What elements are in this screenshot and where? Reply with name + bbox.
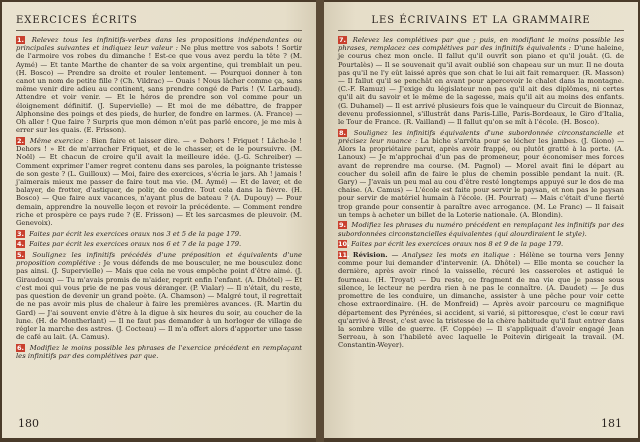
exercise-3 xyxy=(16,230,302,238)
exercise-text: Ne plus mettre vos sabots ! Sortir de l'armoire vos robes du dimanche ! Est-ce que vous avez perdu la tête ? (M. Aymé) — Et tante Marthe de chanter de sa voix argentine, qui tremblait un peu. (H. Bosco) — Prendre sa droite et rouler lentement. — Pourquoi donner à ton canot un nom de petite fille ? (Ch. Vildrac) — Ouais ! Nous lâcher comme ça, sans même venir dire adieu au continent, sans prendre congé de Paris ! (V. Larbaud). Attendre et voir venir. — Et le héros de prendre son vol comme pour un éloignement définitif. (J. Supervielle) — Et moi de me débattre, de frapper Alphonsine des poings et des pieds, de hurler, de fondre en larmes. (A. France) — Oh aller ! Que faire ? Surpris que mon démon n'eût pas parlé encore, je me mis à errer sur les quais. (E. Frisson). xyxy=(16,44,302,135)
exercise-1 xyxy=(16,36,302,134)
exercise-2 xyxy=(16,137,302,227)
right-page-body xyxy=(338,36,624,352)
exercise-10 xyxy=(338,240,624,248)
exercise-number: 9. xyxy=(339,221,346,230)
exercise-number: 4. xyxy=(17,240,24,249)
exercise-instruction: Relevez les complétives par que ; puis, en modifiant le moins possible les phrases, remplacez ces complétives par des infinitifs équivalents : xyxy=(338,36,624,53)
left-page-body xyxy=(16,36,302,363)
exercise-6 xyxy=(16,344,302,360)
exercise-11 xyxy=(338,251,624,349)
exercise-number: 8. xyxy=(339,128,346,137)
right-page xyxy=(324,2,638,438)
exercise-number: 11. xyxy=(338,251,350,260)
book-gutter xyxy=(316,0,324,442)
exercise-instruction: Soulignez les infinitifs équivalents d'une subordonnée circonstancielle et précisez leur nuance : xyxy=(338,128,624,145)
right-running-header xyxy=(338,14,624,31)
exercise-9 xyxy=(338,221,624,237)
page-number: 180 xyxy=(18,417,39,430)
exercise-instruction: Relevez tous les infinitifs-verbes dans les propositions indépendantes ou principales suivantes et indiquez leur valeur : xyxy=(16,36,302,53)
exercise-text: Je vous défends de me bousculer, ne me bousculez donc pas ainsi. (J. Supervielle) — Mais que cela ne vous empêche point d'être aimé. (J. Giraudoux) — Tu m'avais promis de m'aider, reprit enfin l'enfant. (A. Dhôtel) — Et c'est moi qui vous prie de ne pas vous déranger. (P. Vialar) — Il n'était, du reste, pas question de devenir un grand poète. (A. Chamson) — Malgré tout, il regrettait de ne pas avoir mis plus de chaleur à faire les premières avances. (R. Martin du Gard) — J'ai souvent envie d'être à la digue à six heures du soir, au coucher de la lune. (H. de Montherlant) — Il ne faut pas demander à un horloger de village de régler la marche des astres. (J. Cocteau) — Il m'a offert alors d'apporter une tasse de café au lait. (A. Camus). xyxy=(16,259,302,342)
exercise-text: D'une haleine, je courus chez mon oncle. Il fallut qu'il ouvrît son piano et qu'il jouât. (G. de Pourtalès) — Il se souvenait qu'il avait oublié son chapeau sur un mur. Il ne douta pas qu'il ne l'y eût laissé après que son chat le lui ait fait remarquer. (R. Masson) — Il fallut qu'il se penchât en avant pour apercevoir le chalet dans la montagne. (C.-F. Ramuz) — J'exige du législateur non pas qu'il ait des diplômes, ni certes qu'il ait du savoir et le même de la sagesse, mais qu'il ait au moins des enfants. (G. Duhamel) — Il est arrivé plusieurs fois que le vainqueur du Circuit de Bionnaz, devenu professionnel, s'illustrât dans Paris-Lille, Paris-Bordeaux, le Giro d'Italia, le Tour de France. (R. Vailland) — Il fallut qu'on se mît à l'école. (H. Bosco). xyxy=(338,44,624,127)
exercise-number: 7. xyxy=(339,36,346,44)
exercise-5 xyxy=(16,251,302,341)
left-header-title: EXERCICES ÉCRITS xyxy=(16,15,138,26)
exercise-number: 6. xyxy=(17,343,24,352)
exercise-number: 5. xyxy=(17,251,24,260)
right-header-title: LES ÉCRIVAINS ET LA GRAMMAIRE xyxy=(371,15,591,26)
exercise-instruction: Soulignez les infinitifs précédés d'une préposition et équivalents d'une proposition complétive : xyxy=(16,251,302,268)
exercise-text: La biche s'arrêta pour se lécher les jambes. (J. Giono) — Alors la propriétaire parut, après avoir frappé, ou plutôt gratté à la porte. (A. Lanoux) — Je m'approchai d'un pas de promeneur, pour économiser mes forces avant de reprendre ma course. (M. Pagnol) — Morel avait fini le départ au coucher du soleil afin de faire le plus de chemin possible pendant la nuit. (R. Gary) — J'avais un peu mal au cou d'être resté longtemps appuyé sur le dos de ma chaise. (A. Camus) — L'école est faite pour servir le paysan, et non pas le paysan pour servir de matériel humain à l'école. (H. Pourrat) — Mais c'était d'une fierté trop grande pour consentir à paraître avec arrogance. (M. Le Franc) — Il faisait un temps à acheter un billet de la Loterie nationale. (A. Blondin). xyxy=(338,136,624,219)
exercise-7 xyxy=(338,36,624,126)
exercise-8 xyxy=(338,129,624,219)
exercise-instruction: Modifiez les phrases du numéro précédent en remplaçant les infinitifs par des subordonnées circonstancielles équivalentes (qui alourdiraient le style). xyxy=(338,221,624,238)
exercise-instruction: Même exercice : xyxy=(29,136,89,145)
exercise-instruction: Faites par écrit les exercices oraux nos 8 et 9 de la page 179. xyxy=(351,240,564,249)
exercise-number: 3. xyxy=(17,229,24,238)
exercise-number: 1. xyxy=(17,36,24,44)
exercise-4 xyxy=(16,240,302,248)
left-running-header xyxy=(16,14,302,31)
exercise-text: Bien faire et laisser dire. — « Dehors ! Friquet ! Lâche-le ! Dehors ! » Et de m'arracher Friquet, et de le chasser, et de le poursuivre. (M. Noël) — Et chacun de croire qu'il avait la meilleure idée. (J.-G. Schreiber) — Comment exprimer l'amer regret contenu dans ses paroles, la poignante tristesse de son geste ? (L. Guilloux) — Moi, faire des exercices, s'écria le jars. Ah ! jamais ! j'aimerais mieux me passer de faire tout ma vie. (M. Aymé) — Et de laver, et de balayer, de frotter, d'astiquer, de polir, de coudre. Tout cela dans la fièvre. (H. Bosco) — Que faire aux vacances, n'ayant plus de bateau ? (A. Dupouy) — Pour demain, apprendre la nouvelle leçon et revoir la précédente. — Comment rendre riche et prospère ce pays rude ? (E. Frisson) — Et les sarcasmes de pleuvoir. (M. Genevoix). xyxy=(16,136,302,227)
exercise-instruction: Faites par écrit les exercices oraux nos 3 et 5 de la page 179. xyxy=(29,229,242,238)
page-number: 181 xyxy=(601,417,622,430)
exercise-label: Révision. xyxy=(352,251,388,260)
exercise-instruction: Modifiez le moins possible les phrases de l'exercice précédent en remplaçant les infinitifs par des complétives par que. xyxy=(16,343,302,361)
exercise-text: Hélène se tourna vers Jenny comme pour lui demander d'intervenir. (A. Dhôtel) — Elle monta se coucher la dernière, après avoir rincé la vaisselle, récuré les casseroles et astiqué le fourneau. (H. Troyat) — Du reste, ce fragment de ma vie que je passe sous silence, le lecteur ne perdra rien à ne pas le connaître. (A. Daudet) — Je dus promettre de les conduire, un dimanche, assister à une pêche pour voir cette chose extraordinaire. (H. de Monfreid) — Après avoir parcouru ce magnifique département des Pyrénées, si accident, si varié, si pittoresque, c'est le cœur ravi qu'arrivé à Brest, c'est avec la tristesse de la chère habitude qu'il faut entrer dans la sombre ville de guerre. (F. Coppée) — Il s'appliquait d'avoir engagé Jean Serreau, à son l'habileté avec laquelle le Poitevin dirigeait la travail. (M. Constantin-Weyer). xyxy=(338,251,624,350)
exercise-number: 2. xyxy=(17,136,24,145)
exercise-number: 10. xyxy=(338,240,350,249)
exercise-instruction: Faites par écrit les exercices oraux nos 6 et 7 de la page 179. xyxy=(29,240,242,249)
exercise-instruction: — Analysez les mots en italique : xyxy=(391,251,516,260)
left-page xyxy=(2,2,316,438)
